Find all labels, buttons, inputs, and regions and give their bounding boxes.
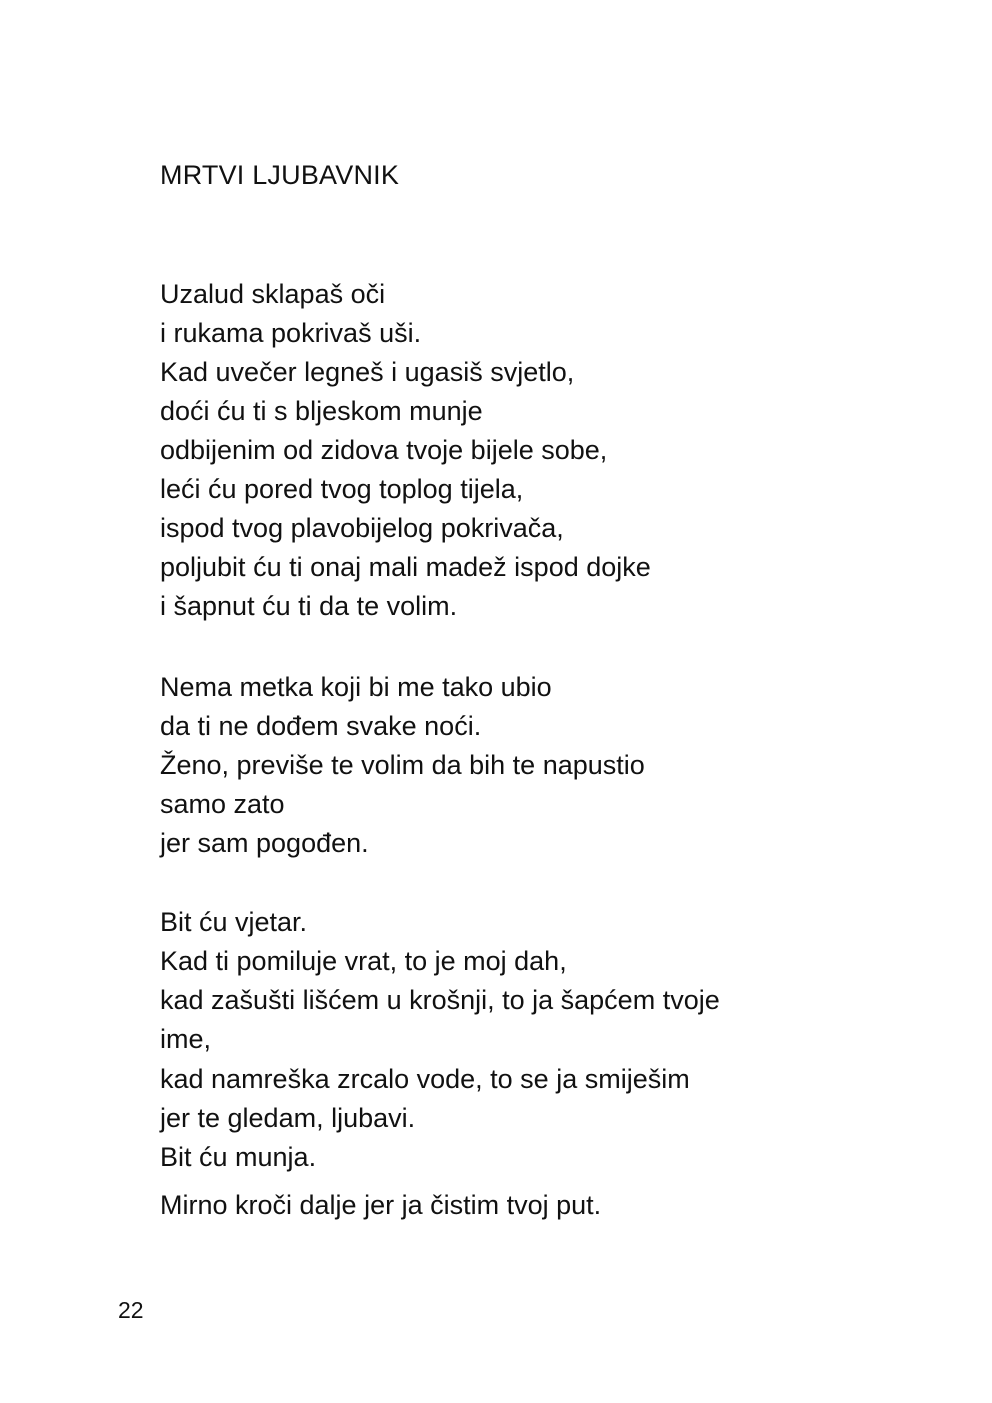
poem-line: kad zašušti lišćem u krošnji, to ja šapćem tvoje	[160, 985, 720, 1015]
poem-line: kad namreška zrcalo vode, to se ja smiješim	[160, 1064, 690, 1094]
poem-line: da ti ne dođem svake noći.	[160, 711, 482, 741]
poem-line: leći ću pored tvog toplog tijela,	[160, 474, 524, 504]
poem-line: odbijenim od zidova tvoje bijele sobe,	[160, 435, 608, 465]
poem-line: Ženo, previše te volim da bih te napustio	[160, 750, 645, 780]
poem-line: jer te gledam, ljubavi.	[160, 1103, 416, 1133]
poem-line: jer sam pogođen.	[160, 828, 369, 858]
poem-line: samo zato	[160, 789, 285, 819]
poem-line: i šapnut ću ti da te volim.	[160, 591, 458, 621]
poem-line: Nema metka koji bi me tako ubio	[160, 672, 552, 702]
poem-line: Kad uvečer legneš i ugasiš svjetlo,	[160, 357, 575, 387]
poem-line: Mirno kroči dalje jer ja čistim tvoj put.	[160, 1190, 602, 1220]
poem-line: doći ću ti s bljeskom munje	[160, 396, 483, 426]
page-number: 22	[118, 1297, 144, 1323]
poem-line: Bit ću vjetar.	[160, 907, 308, 937]
poem-line: Uzalud sklapaš oči	[160, 279, 386, 309]
poem-line: Bit ću munja.	[160, 1142, 317, 1172]
poem-line: i rukama pokrivaš uši.	[160, 318, 422, 348]
poem-line: ime,	[160, 1024, 212, 1054]
poem-line: Kad ti pomiluje vrat, to je moj dah,	[160, 946, 567, 976]
poem-line: ispod tvog plavobijelog pokrivača,	[160, 513, 564, 543]
poem-title: MRTVI LJUBAVNIK	[160, 160, 400, 190]
poem-line: poljubit ću ti onaj mali madež ispod dojke	[160, 552, 651, 582]
